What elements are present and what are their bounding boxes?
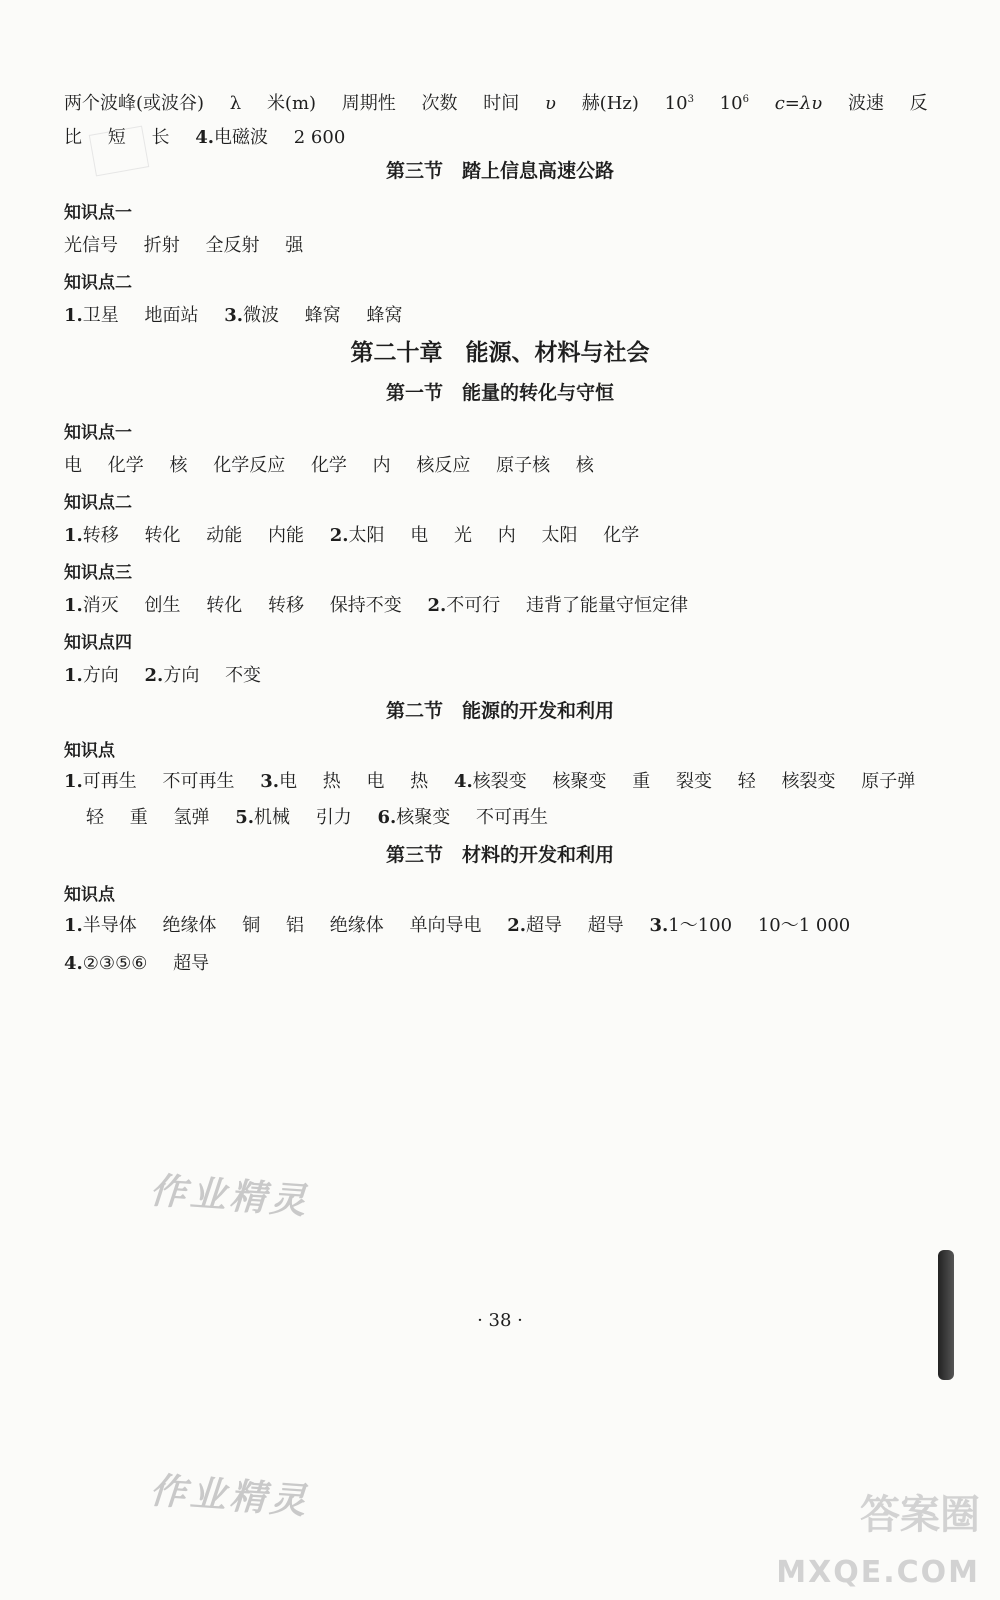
answer-item: 光 [454, 525, 472, 546]
answer-item: 消灭 [82, 595, 119, 616]
exponent: 3 [687, 94, 694, 105]
knowledge-point-label: 知识点 [64, 741, 115, 761]
answer-item: 时间 [483, 93, 520, 114]
answer-item: 反 [909, 93, 928, 114]
answer-item: 绝缘体 [162, 915, 217, 936]
answer-item: 折射 [143, 235, 180, 256]
answer-item: 太阳 [541, 525, 578, 546]
answer-item: 周期性 [341, 93, 396, 114]
question-number: 2. [507, 915, 526, 936]
answer-line [64, 770, 915, 794]
question-number: 4. [195, 127, 214, 148]
answer-item: 不可再生 [162, 771, 235, 792]
answer-item: 化学反应 [213, 455, 286, 476]
answer-item: 比 [64, 127, 82, 148]
knowledge-point-label: 知识点三 [64, 563, 132, 583]
answer-item: 波速 [847, 93, 884, 114]
knowledge-point-label: 知识点二 [64, 273, 132, 293]
answer-item: 化学 [310, 455, 347, 476]
answer-item: 机械 [254, 807, 290, 828]
section-title: 第一节 能量的转化与守恒 [385, 382, 614, 404]
answer-item: 不变 [225, 665, 262, 686]
answer-item: 绝缘体 [329, 915, 384, 936]
answer-item: 电 [64, 455, 82, 476]
answer-item: 2 600 [293, 127, 346, 148]
answer-line [64, 952, 209, 976]
knowledge-point-label: 知识点四 [64, 633, 132, 653]
answer-item: 1～100 [668, 915, 733, 936]
answer-item: 内能 [268, 525, 304, 546]
answer-item: 方向 [163, 665, 200, 686]
section-title: 第三节 踏上信息高速公路 [385, 160, 614, 182]
question-number: 1. [64, 305, 83, 326]
site-logo: MXQE.COM [776, 1555, 980, 1590]
question-number: 2. [144, 665, 164, 686]
answer-item: 不可行 [446, 595, 501, 616]
answer-line [64, 914, 850, 938]
answer-item: 光信号 [64, 235, 118, 256]
answer-item: 转化 [206, 595, 243, 616]
answer-item: 轻 [86, 807, 104, 828]
answer-item: 赫(Hz) [581, 93, 639, 114]
answer-item: 原子弹 [861, 771, 916, 792]
answer-item: 超导 [587, 915, 624, 936]
answer-item: 微波 [243, 305, 280, 326]
answer-item: 次数 [421, 93, 458, 114]
answer-item: 地面站 [144, 305, 199, 326]
answer-item: 太阳 [348, 525, 385, 546]
answer-item: 违背了能量守恒定律 [526, 595, 688, 616]
answer-item: 转移 [82, 525, 119, 546]
answer-item: 轻 [737, 771, 756, 792]
answer-line [64, 664, 261, 688]
base: 10 [664, 93, 688, 114]
knowledge-point-label: 知识点二 [64, 493, 132, 513]
answer-item: 方向 [82, 665, 119, 686]
watermark: 作业精灵 [148, 1469, 312, 1523]
answer-item: 热 [322, 771, 341, 792]
answer-item: 内 [372, 455, 391, 476]
answer-item: 长 [151, 127, 170, 148]
answer-item: υ [545, 93, 556, 114]
knowledge-point-label: 知识点一 [64, 423, 132, 443]
knowledge-point-label: 知识点一 [64, 203, 132, 223]
answer-item: 铜 [242, 915, 261, 936]
answer-item: 创生 [144, 595, 181, 616]
answer-item: 超导 [526, 915, 562, 936]
answer-line [64, 454, 594, 478]
answer-line [64, 304, 403, 328]
answer-item: 引力 [315, 807, 352, 828]
power-ten [665, 88, 694, 116]
answer-item: 全反射 [205, 235, 260, 256]
answer-item: λ [229, 93, 242, 114]
question-number: 1. [64, 665, 83, 686]
question-number: 2. [427, 595, 447, 616]
answer-item: 蜂窝 [366, 305, 403, 326]
answer-line-continued-1 [64, 88, 928, 116]
answer-item: 核 [169, 455, 188, 476]
exponent: 6 [742, 94, 749, 105]
answer-item: 电 [279, 771, 298, 792]
question-number: 5. [235, 807, 254, 828]
section-title: 第三节 材料的开发和利用 [385, 844, 614, 866]
answer-line [64, 234, 303, 258]
answer-item: 电磁波 [214, 127, 268, 148]
answer-line-continued-2 [64, 126, 345, 150]
section-title: 第二节 能源的开发和利用 [385, 700, 614, 722]
answer-line [86, 806, 548, 830]
answer-item: 重 [129, 807, 148, 828]
answer-item: 核聚变 [396, 807, 451, 828]
answer-item: 单向导电 [409, 915, 482, 936]
question-number: 4. [454, 771, 473, 792]
answer-item: 两个波峰(或波谷) [64, 93, 205, 114]
answer-item: 不可再生 [476, 807, 548, 828]
question-number: 3. [649, 915, 669, 936]
question-number: 1. [64, 525, 83, 546]
answer-item: 核聚变 [552, 771, 607, 792]
answer-item: 裂变 [676, 771, 712, 792]
answer-item: 原子核 [496, 455, 551, 476]
answer-item: 10～1 000 [757, 915, 851, 936]
answer-item: 米(m) [266, 93, 317, 114]
answer-item: 可再生 [82, 771, 137, 792]
answer-item: 保持不变 [329, 595, 402, 616]
formula: c=λυ [774, 93, 823, 114]
chapter-title: 第二十章 能源、材料与社会 [350, 339, 650, 366]
answer-item: 氢弹 [173, 807, 210, 828]
question-number: 4. [64, 953, 83, 974]
answer-item: 内 [497, 525, 516, 546]
answer-item: 热 [410, 771, 429, 792]
base: 10 [719, 93, 743, 114]
answer-item: 核裂变 [781, 771, 836, 792]
question-number: 3. [224, 305, 244, 326]
question-number: 1. [64, 915, 83, 936]
answer-item: 核裂变 [472, 771, 527, 792]
answer-line [64, 524, 639, 548]
question-number: 1. [64, 595, 83, 616]
power-ten [720, 88, 749, 116]
answer-item: 半导体 [82, 915, 137, 936]
watermark: 作业精灵 [148, 1169, 312, 1223]
answer-item: 电 [410, 525, 429, 546]
answer-item: 转化 [144, 525, 181, 546]
answer-item: 动能 [206, 525, 243, 546]
answer-item: 超导 [173, 953, 210, 974]
answer-item: 核 [575, 455, 594, 476]
question-number: 6. [377, 807, 397, 828]
answer-item: ②③⑤⑥ [82, 953, 148, 974]
answer-item: 铝 [286, 915, 304, 936]
answer-item: 化学 [603, 525, 640, 546]
answer-item: 核反应 [416, 455, 471, 476]
answer-item: 重 [632, 771, 651, 792]
answer-item: 短 [107, 127, 126, 148]
answer-item: 化学 [107, 455, 144, 476]
brand-logo: 答案圈 [860, 1492, 980, 1538]
answer-item: 卫星 [82, 305, 119, 326]
page-number: · 38 · [477, 1310, 523, 1331]
answer-item: 电 [366, 771, 385, 792]
question-number: 1. [64, 771, 83, 792]
answer-item: 转移 [268, 595, 304, 616]
knowledge-point-label: 知识点 [64, 885, 115, 905]
answer-item: 强 [285, 235, 304, 256]
question-number: 2. [329, 525, 349, 546]
answer-item: 蜂窝 [304, 305, 341, 326]
question-number: 3. [260, 771, 280, 792]
answer-line [64, 594, 688, 618]
